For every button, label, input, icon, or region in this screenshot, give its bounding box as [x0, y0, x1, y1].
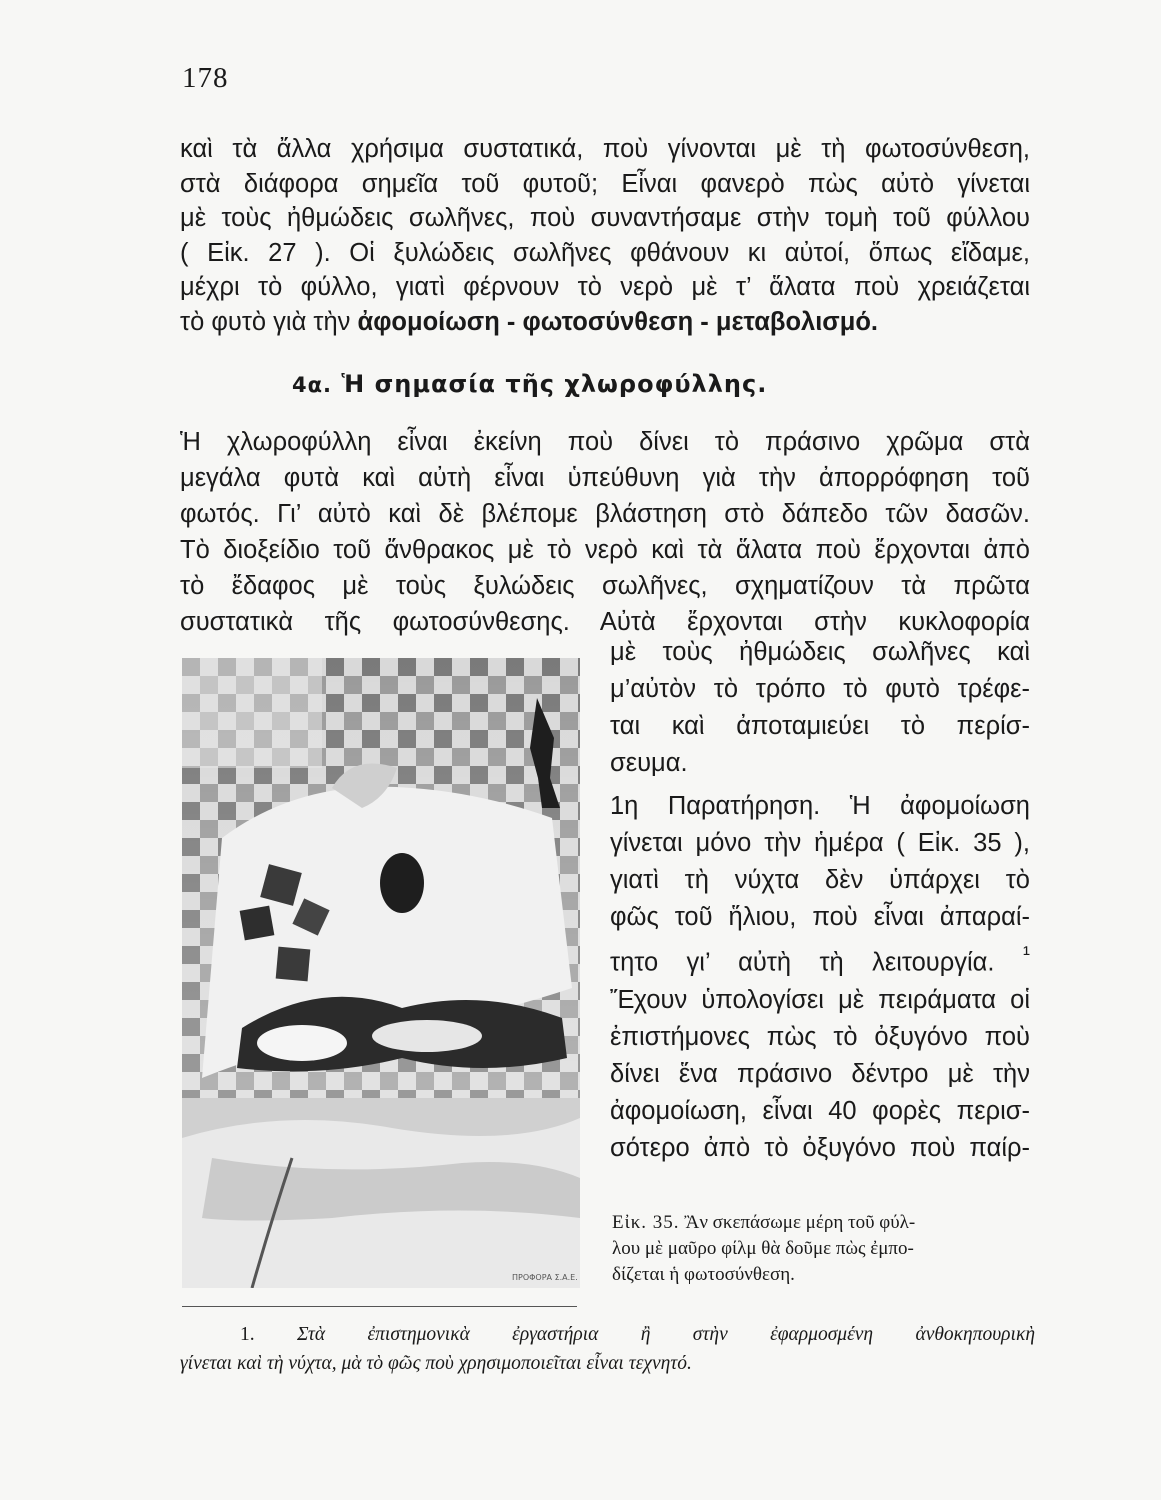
text-line: Τὸ διοξείδιο τοῦ ἄνθρακος μὲ τὸ νερὸ καὶ τὰ ἅλατα ποὺ ἔρχονται ἀπὸ [180, 536, 1030, 564]
footnote-divider [182, 1306, 577, 1307]
text-span: Ἂν σκεπάσωμε μέρη τοῦ φύλ- [684, 1212, 916, 1233]
text-line: ἐπιστήμονες πὼς τὸ ὀξυγόνο ποὺ [610, 1022, 1030, 1051]
text-span: τητο γι’ αὐτὴ τὴ λειτουργία. [610, 948, 995, 977]
text-line: τὸ ἔδαφος μὲ τοὺς ξυλώδεις σωλῆνες, σχηματίζουν τὰ πρῶτα [180, 572, 1030, 600]
text-span: τὸ φυτὸ γιὰ τὴν [180, 307, 351, 336]
text-line: μέχρι τὸ φύλλο, γιατὶ φέρνουν τὸ νερὸ μὲ τ’ ἅλατα ποὺ χρειάζεται [180, 273, 1030, 301]
section-title: Ἡ σημασία τῆς χλωροφύλλης. [341, 370, 768, 398]
bold-terms: ἀφομοίωση - φωτοσύνθεση - μεταβολισμό. [357, 307, 879, 336]
text-line: καὶ τὰ ἄλλα χρήσιμα συστατικά, ποὺ γίνονται μὲ τὴ φωτοσύνθεση, [180, 135, 1030, 163]
text-line: μὲ τοὺς ἠθμώδεις σωλῆνες καὶ [610, 638, 1030, 666]
text-line [180, 305, 1030, 340]
text-line: σευμα. [610, 749, 688, 777]
text-line [610, 936, 1030, 982]
footnote-ref: ¹ [1022, 942, 1030, 966]
caption-line: δίζεται ἡ φωτοσύνθεση. [612, 1264, 795, 1285]
text-line: συστατικὰ τῆς φωτοσύνθεσης. Αὐτὰ ἔρχονται στὴν κυκλοφορία [180, 608, 1030, 636]
text-line: φωτός. Γι’ αὐτὸ καὶ δὲ βλέπομε βλάστηση στὸ δάπεδο τῶν δασῶν. [180, 500, 1030, 528]
figure-caption [612, 1210, 1032, 1288]
text-line: Ἔχουν ὑπολογίσει μὲ πειράματα οἱ [610, 985, 1030, 1014]
text-line: μεγάλα φυτὰ καὶ αὐτὴ εἶναι ὑπεύθυνη γιὰ τὴν ἀπορρόφηση τοῦ [180, 464, 1030, 492]
figure-35-photo [182, 658, 580, 1288]
observation-label: 1η Παρατήρηση. [610, 792, 821, 820]
text-line: στὰ διάφορα σημεῖα τοῦ φυτοῦ; Εἶναι φανερὸ πὼς αὐτὸ γίνεται [180, 169, 1030, 198]
text-line: ἀφομοίωση, εἶναι 40 φορὲς περισ- [610, 1096, 1030, 1125]
footnote-line [180, 1320, 1035, 1349]
section-number: 4α. [292, 373, 333, 397]
intro-paragraph [180, 132, 1030, 339]
printer-mark: ΠΡΟΦΟΡΑ Σ.Α.Ε. [512, 1273, 578, 1282]
chlorophyll-paragraph [180, 424, 1030, 640]
footnote-number: 1. [240, 1324, 255, 1345]
caption-line [612, 1210, 1032, 1236]
text-span: Στὰ ἐπιστημονικὰ ἐργαστήρια ἢ στὴν ἐφαρμοσμένη ἀνθοκηπουρικὴ [296, 1324, 1035, 1345]
footnote [180, 1320, 1035, 1378]
text-line: μ’αὐτὸν τὸ τρόπο τὸ φυτὸ τρέφε- [610, 675, 1030, 703]
text-line: ται καὶ ἀποταμιεύει τὸ περίσ- [610, 712, 1030, 740]
observation-line [610, 788, 1030, 825]
caption-line: λου μὲ μαῦρο φίλμ θὰ δοῦμε πὼς ἐμπο- [612, 1238, 914, 1259]
page-number: 178 [182, 62, 229, 94]
leaf-photo-icon [182, 658, 580, 1288]
text-line: γίνεται μόνο τὴν ἡμέρα ( Εἰκ. 35 ), [610, 829, 1030, 857]
text-line: γιατὶ τὴ νύχτα δὲν ὑπάρχει τὸ [610, 866, 1030, 894]
text-span: Ἡ ἀφομοίωση [849, 792, 1030, 820]
right-column-text [610, 634, 1030, 1167]
text-line: φῶς τοῦ ἥλιου, ποὺ εἶναι ἀπαραί- [610, 903, 1030, 931]
caption-label: Εἰκ. 35. [612, 1212, 680, 1233]
text-line: ( Εἰκ. 27 ). Οἱ ξυλώδεις σωλῆνες φθάνουν κι αὐτοί, ὅπως εἴδαμε, [180, 238, 1030, 267]
text-line: Ἡ χλωροφύλλη εἶναι ἐκείνη ποὺ δίνει τὸ πράσινο χρῶμα στὰ [180, 428, 1030, 456]
text-line: μὲ τοὺς ἠθμώδεις σωλῆνες, ποὺ συναντήσαμε στὴν τομὴ τοῦ φύλλου [180, 204, 1030, 232]
footnote-line: γίνεται καὶ τὴ νύχτα, μὰ τὸ φῶς ποὺ χρησιμοποιεῖται εἶναι τεχνητό. [180, 1353, 692, 1374]
text-line: δίνει ἕνα πράσινο δέντρο μὲ τὴν [610, 1059, 1030, 1088]
text-line: σότερο ἀπὸ τὸ ὀξυγόνο ποὺ παίρ- [610, 1133, 1030, 1162]
section-heading [292, 370, 767, 398]
